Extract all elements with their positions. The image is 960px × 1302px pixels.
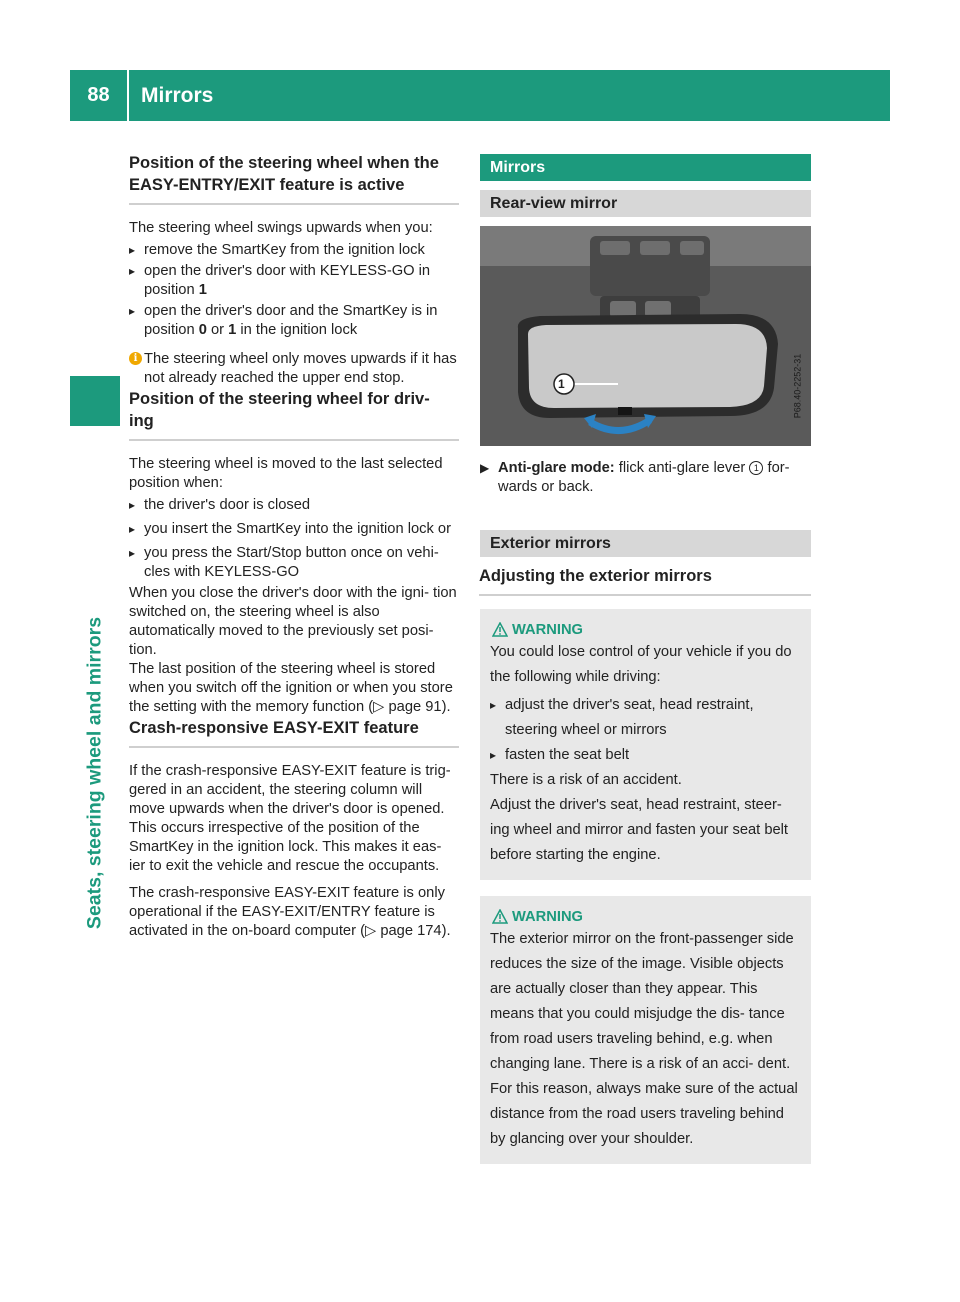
paragraph: If the crash-responsive EASY-EXIT feature is trig- gered in an accident, the steering column will move upwards when the driver's door is opened. This occurs irrespective of the position of the SmartKey in the ignition lock. This makes it eas- ier to exit the vehicle and rescue the occupants. <box>129 763 451 874</box>
list-item <box>129 302 459 340</box>
step-arrow-icon: ▶ <box>480 461 490 475</box>
info-note <box>129 350 459 388</box>
list-item-text: in the ignition lock <box>240 322 358 338</box>
subsection-bar-rear-view: Rear-view mirror <box>480 190 811 217</box>
step-label: Anti-glare mode: <box>498 460 615 476</box>
section-title-adjusting: Adjusting the exterior mirrors <box>479 565 811 596</box>
list-item-text: open the driver's door and the SmartKey is in position <box>144 303 438 338</box>
page-reference-link[interactable]: (▷ page 91). <box>368 699 451 715</box>
left-column <box>129 152 459 941</box>
warning-box <box>480 609 811 880</box>
paragraph-text: The last position of the steering wheel is stored when you switch off the ignition or when you store the setting with the memory function <box>129 661 453 715</box>
paragraph: The steering wheel is moved to the last selected position when: <box>129 456 443 491</box>
list-item: ▸ adjust the driver's seat, head restraint, steering wheel or mirrors <box>490 693 801 743</box>
list-item: ▸ the driver's door is closed <box>129 496 459 515</box>
paragraph-text: The crash-responsive EASY-EXIT feature is only operational if the EASY-EXIT/ENTRY feature is activated in the on-board computer <box>129 885 445 939</box>
warning-label: WARNING <box>512 909 583 925</box>
warning-text: For this reason, always make sure of the actual distance from the road users traveling behind by glancing over your shoulder. <box>490 1081 798 1147</box>
mirror-photo <box>480 226 811 446</box>
paragraph: The steering wheel swings upwards when you: <box>129 220 433 236</box>
position-number: 1 <box>228 322 237 338</box>
warning-heading <box>490 621 801 640</box>
warning-label: WARNING <box>512 622 583 638</box>
section-title-easy-entry: Position of the steering wheel when the EASY-ENTRY/EXIT feature is active <box>129 152 459 205</box>
list-item-text: open the driver's door with KEYLESS-GO in position <box>144 263 431 298</box>
section-bar-mirrors: Mirrors <box>480 154 811 181</box>
step-text: for- wards or back. <box>498 460 790 495</box>
info-icon: i <box>129 352 142 365</box>
warning-box <box>480 896 811 1164</box>
list-item: ▸ fasten the seat belt <box>490 743 801 768</box>
paragraph: When you close the driver's door with the igni- tion switched on, the steering wheel is also automatically moved to the previously set posi- tion. <box>129 585 457 658</box>
warning-triangle-icon <box>492 909 508 924</box>
right-column <box>480 154 811 1164</box>
chapter-title: Mirrors <box>141 84 214 107</box>
warning-triangle-icon <box>492 622 508 637</box>
subsection-bar-exterior: Exterior mirrors <box>480 530 811 557</box>
section-title-steering-position: Position of the steering wheel for driv- ing <box>129 388 459 441</box>
position-number: 1 <box>198 282 207 298</box>
header-divider <box>127 70 129 121</box>
paragraph <box>129 884 459 941</box>
image-callout-number: 1 <box>558 377 565 391</box>
list-item: ▸ you insert the SmartKey into the ignition lock or <box>129 517 459 542</box>
list-item: ▸ you press the Start/Stop button once on vehi- cles with KEYLESS-GO <box>129 544 459 582</box>
position-number: 0 <box>198 322 207 338</box>
side-tab-marker <box>70 376 120 426</box>
page-number: 88 <box>87 84 110 106</box>
warning-heading <box>490 908 801 927</box>
list-item: ▸ remove the SmartKey from the ignition lock <box>129 241 459 260</box>
warning-text: You could lose control of your vehicle if you do the following while driving: <box>490 644 792 685</box>
bullet-list <box>129 241 459 340</box>
page-reference-link[interactable]: (▷ page 174). <box>360 923 451 939</box>
bullet-list <box>129 496 459 582</box>
list-item-text: or <box>210 322 225 338</box>
warning-text: Adjust the driver's seat, head restraint, steer- ing wheel and mirror and fasten your seat belt before starting the engine. <box>490 797 788 863</box>
section-title-crash-responsive: Crash-responsive EASY-EXIT feature <box>129 717 459 748</box>
image-code: P68.40-2252-31 <box>792 353 803 419</box>
side-tab-label: Seats, steering wheel and mirrors <box>83 616 106 930</box>
paragraph <box>129 660 459 717</box>
callout-number: 1 <box>749 461 763 475</box>
info-note-text: The steering wheel only moves upwards if it has not already reached the upper end stop. <box>144 351 457 386</box>
rear-view-mirror-illustration <box>480 226 811 446</box>
step-text: flick anti-glare lever <box>618 460 746 476</box>
instruction-step <box>480 459 811 497</box>
bullet-list <box>490 693 801 768</box>
list-item <box>129 262 459 300</box>
warning-text: There is a risk of an accident. <box>490 772 682 788</box>
warning-text: The exterior mirror on the front-passenger side reduces the size of the image. Visible objects are actually closer than they appear. This means that you could misjudge the dis- tance from road users traveling behind, e.g. when changing lane. There is a risk of an acci- dent. <box>490 931 794 1072</box>
